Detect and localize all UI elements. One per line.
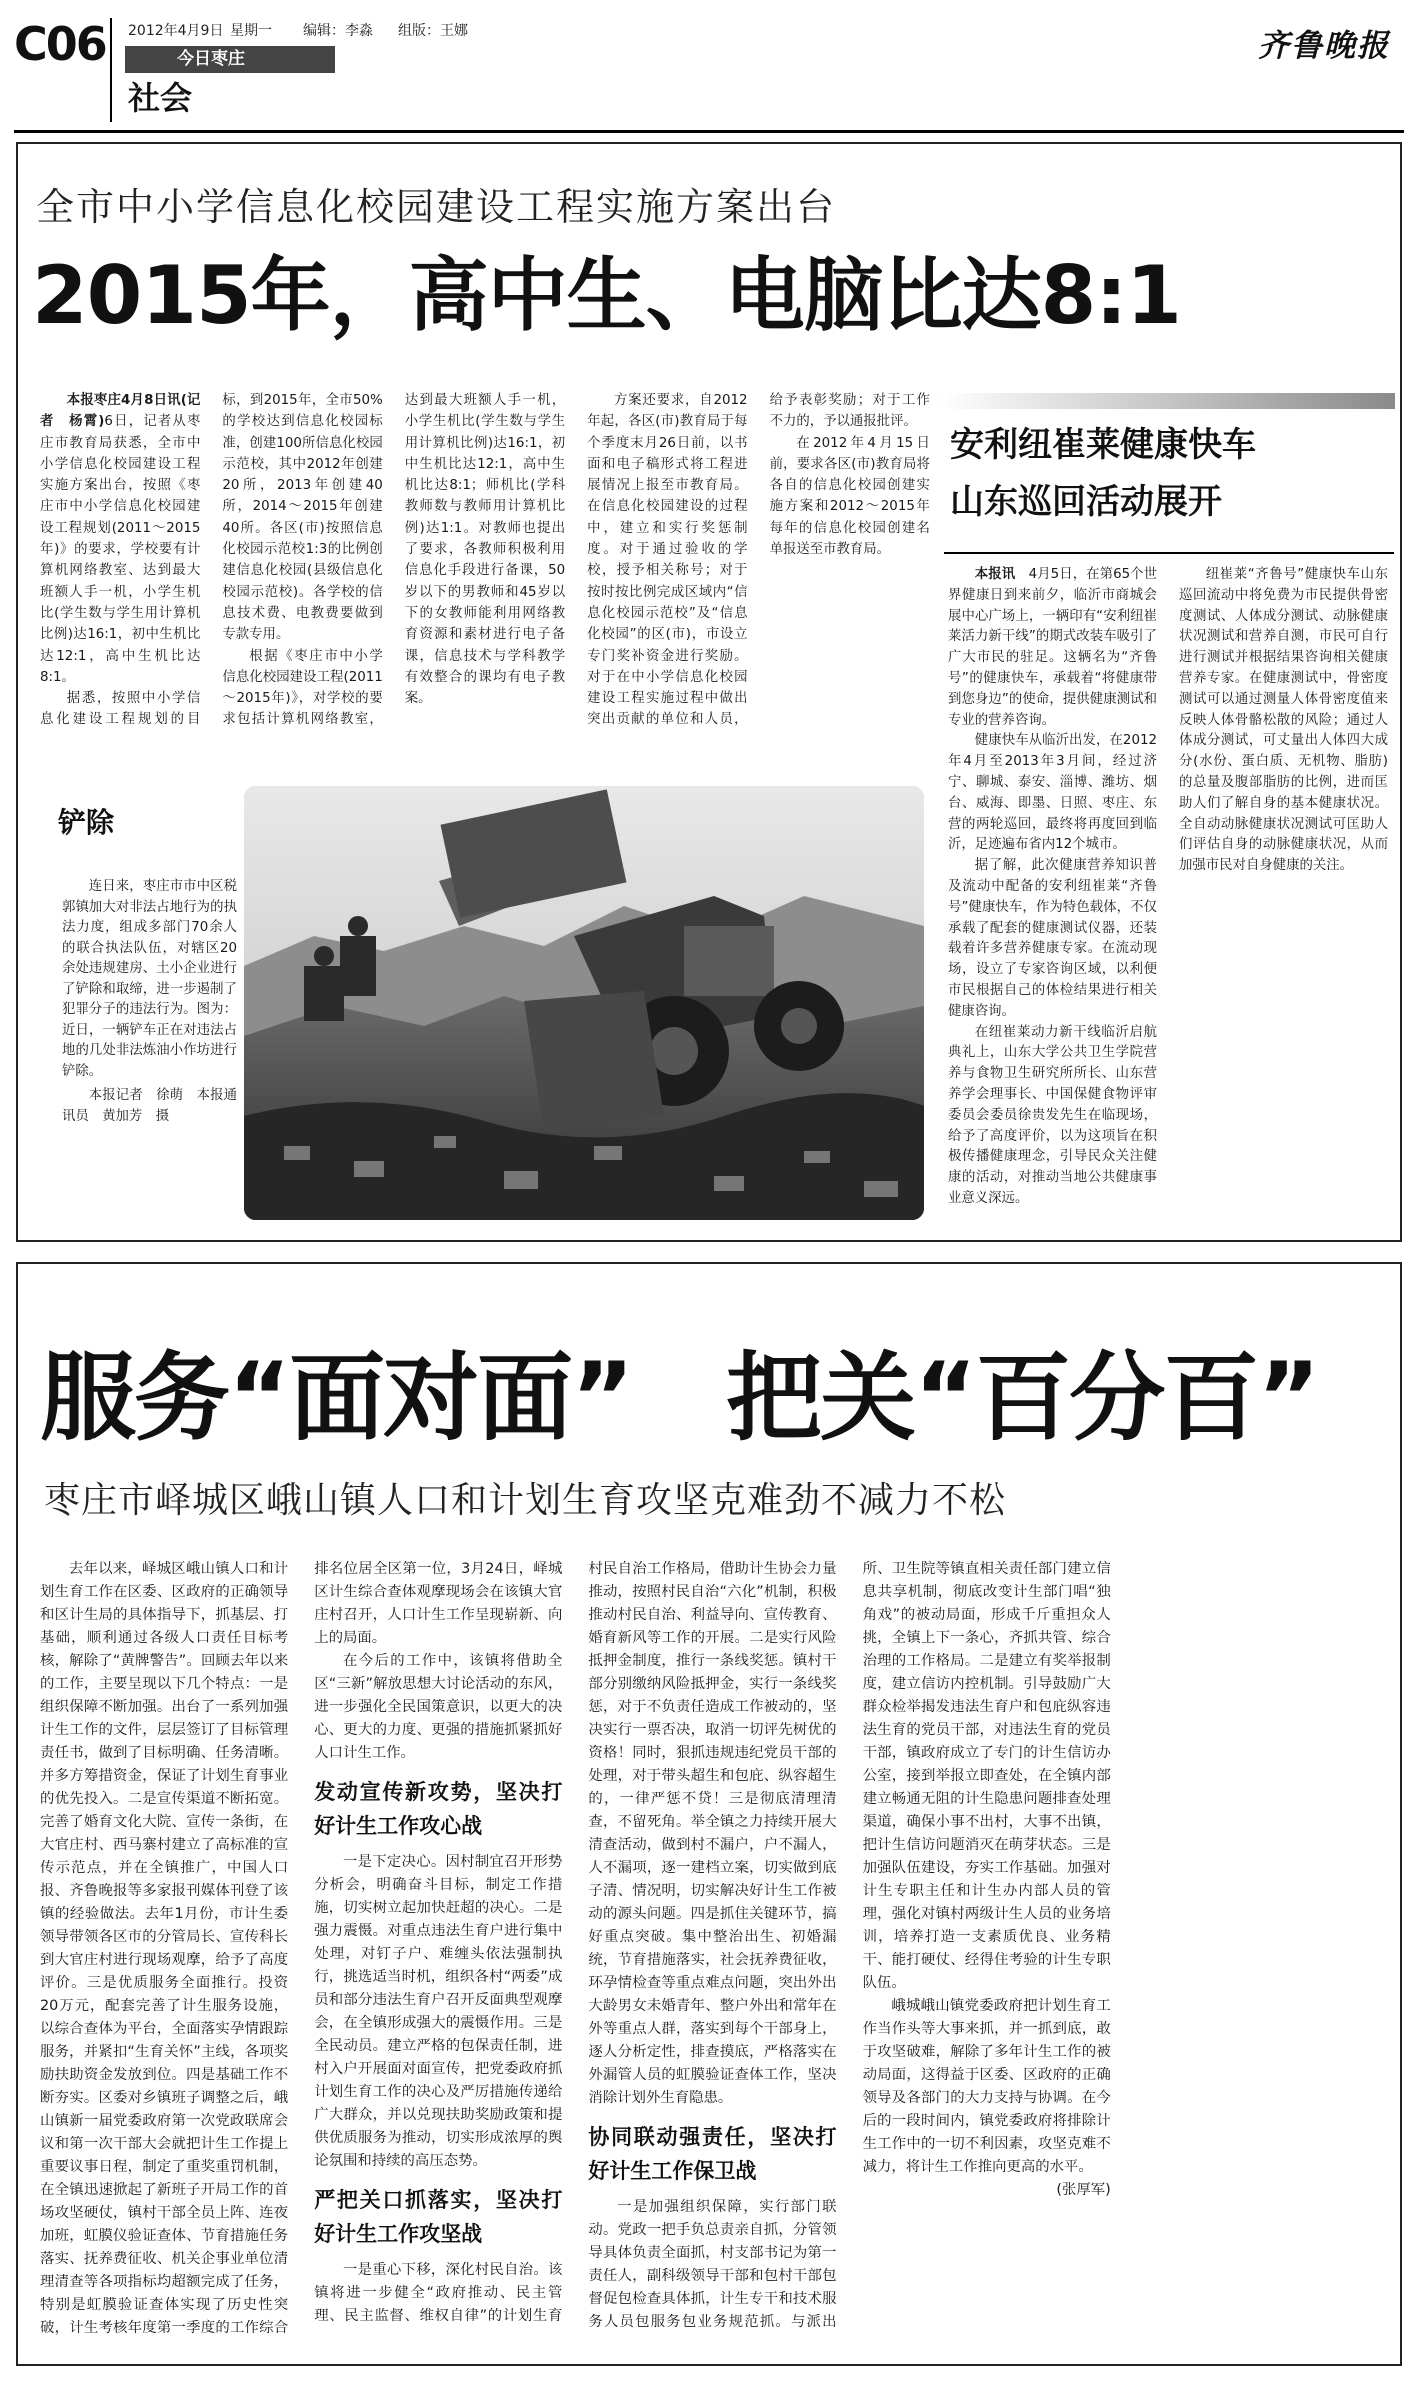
- article3-paragraph: 一是下定决心。因村制宜召开形势分析会，明确奋斗目标，制定工作措施，切实树立起加快赶超的决心。二是强力震慑。对重点违法生育户进行集中处理，对钉子户、难缠头依法强制执行，挑选适当时机，组织各村“两委”成员和部分违法生育户召开反面典型观摩会，在全镇形成强大的震慑作用。三是全民动员。建立严格的包保责任制，进村入户开展面对面宣传，把党委政府抓计划生育工作的决心及严厉措施传递给广大群众，并以兑现扶助奖励政策和提供优质服务为推动，切实形成浓厚的舆论氛围和持续的高压态势。: [314, 1854, 563, 2169]
- article2-byline: 本报讯: [974, 567, 1016, 582]
- article1-paragraph: 在2012年4月15日前，要求各区(市)教育局将各自的信息化校园创建实施方案和2012～2015年每年的信息化校园创建名单报送至市教育局。: [769, 435, 930, 558]
- article2-byline-paragraph: [948, 565, 1157, 731]
- article1-kicker: 全市中小学信息化校园建设工程实施方案出台: [36, 185, 837, 229]
- header-vrule: [110, 18, 112, 122]
- article2-paragraph: 纽崔莱“齐鲁号”健康快车山东巡回流动中将免费为市民提供骨密度测试、人体成分测试、动脉健康状况测试和营养自测，市民可自行进行测试并根据结果咨询相关健康营养专家。在健康测试中，骨密度测试可以通过测量人体骨密度值来反映人体骨骼松散的风险；通过人体成分测试，可丈量出人体四大成分(水份、蛋白质、无机物、脂肪)的总量及腹部脂肪的比例，进而匡助人们了解自身的基本健康状况。全自动动脉健康状况测试可匡助人们评估自身的动脉健康状况，从而加强市民对自身健康的关注。: [1179, 567, 1388, 874]
- header-date: 2012年4月9日: [128, 23, 224, 39]
- header-rule: [14, 130, 1404, 133]
- article1-paragraph: 根据《枣庄市中小学信息化校园建设工程(2011～2015年)》，对学校的要求包括计算机网络教室，达到最大班额人手一机，小学生机比(学生数与学生用计算机比例)达16:1，初中生机比达12:1，高中生机比达8:1；师机比(学科教师数与教师用计算机比例)达1:1。对教师也提出了要求，各教师积极利用信息化手段进行备课，50岁以下的男教师和45岁以下的女教师能利用网络教育资源和素材进行电子备课，信息技术与学科教学有效整合的课均有电子教案。: [222, 393, 566, 728]
- article2-paragraph: 据了解，此次健康营养知识普及流动中配备的安利纽崔莱“齐鲁号”健康快车，作为特色载体，不仅承载了配套的健康测试仪器，还装载着许多营养健康专家。在流动现场，设立了专家咨询区域，以利便市民根据自己的体检结果进行相关健康咨询。: [948, 858, 1157, 1019]
- article1-paragraph: 据悉，按照中小学信息化建设工程规划的目标，到2015年，全市50%的学校达到信息化校园标准，创建100所信息化校园示范校，其中2012年创建20所，2013年创建40所，2014～2015年创建40所。各区(市)按照信息化校园示范校1:3的比例创建信息化校园(县级信息化校园示范校)。各学校的信息技术费、电教费要做到专款专用。: [40, 393, 383, 728]
- article2-divider: [944, 552, 1394, 554]
- excavator-scene-image: [244, 786, 924, 1220]
- article3-paragraph: 峨城峨山镇党委政府把计划生育工作当作头等大事来抓，并一抓到底，敢于攻坚破难，解除了多年计生工作的被动局面，这得益于区委、区政府的正确领导及各部门的大力支持与协调。在今后的一段时间内，镇党委政府将排除计生工作中的一切不利因素，攻坚克难不减力，将计生工作推向更高的水平。: [862, 1998, 1111, 2175]
- article2-header-bar: [940, 393, 1395, 409]
- header-weekday: 星期一: [230, 23, 272, 39]
- article3-author: (张厚军): [1056, 2182, 1111, 2198]
- article3-paragraph: 一是加强组织保障，实行部门联动。党政一把手负总责亲自抓，分管领导具体负责全面抓，村支部书记为第一责任人，副科级领导干部和包村干部包督促包检查具体抓，计生专干和技术服务人员包服务包业务规范抓。与派出所、卫生院等镇直相关责任部门建立信息共享机制，彻底改变计生部门唱“独角戏”的被动局面，形成千斤重担众人挑，全镇上下一条心，齐抓共管、综合治理的工作格局。二是建立有奖举报制度，建立信访内控机制。引导鼓励广大群众检举揭发违法生育户和包庇纵容违法生育的党员干部，对违法生育的党员干部，镇政府成立了专门的计生信访办公室，接到举报立即查处，在全镇内部建立畅通无阻的计生隐患问题排查处理渠道，确保小事不出村，大事不出镇，把计生信访问题消灭在萌芽状态。三是加强队伍建设，夯实工作基础。加强对计生专职主任和计生办内部人员的管理，强化对镇村两级计生人员的业务培训，培养打造一支素质优良、业务精干、能打硬仗、经得住考验的计生专职队伍。: [588, 1561, 1111, 2330]
- masthead-logo: 齐鲁晚报: [1258, 28, 1390, 64]
- section-title: 社会: [128, 79, 193, 117]
- news-photo: [244, 786, 924, 1220]
- article2-headline-2: 山东巡回活动展开: [950, 482, 1222, 522]
- article3-section-heading: 发动宣传新攻势，坚决打好计生工作攻心战: [314, 1780, 563, 1838]
- article1-byline: 本报枣庄4月8日讯(记者 杨霄): [40, 393, 201, 430]
- article1-paragraph: 6日，记者从枣庄市教育局获悉，全市中小学信息化校园建设工程实施方案出台，按照《枣庄市中小学信息化校园建设工程规划(2011～2015年)》的要求，学校要有计算机网络教室、达到最大班额人手一机，小学生机比(学生数与学生用计算机比例)达16:1，初中生机比达12:1，高中生机比达8:1。: [40, 414, 201, 685]
- article3-section-heading: 协同联动强责任，坚决打好计生工作保卫战: [588, 2125, 837, 2183]
- header-editor: 编辑：李淼: [303, 23, 373, 39]
- section-tag: 今日枣庄: [125, 46, 335, 73]
- article2-paragraph: 在纽崔莱动力新干线临沂启航典礼上，山东大学公共卫生学院营养与食物卫生研究所所长、山东营养学会理事长、中国保健食物评审委员会委员徐贵发先生在临现场，给予了高度评价，以为这项旨在积极传播健康理念，引导民众关注健康的活动，对推动当地公共健康事业意义深远。: [948, 1024, 1157, 1206]
- photo-credit: 本报记者 徐萌 本报通讯员 黄加芳 摄: [62, 1088, 237, 1124]
- photo-caption: [62, 877, 237, 1227]
- article2-body: [948, 565, 1388, 1233]
- article2-paragraph: 4月5日，在第65个世界健康日到来前夕，临沂市商城会展中心广场上，一辆印有“安利纽崔莱活力新干线”的期式改装车吸引了广大市民的驻足。这辆名为“齐鲁号”的健康快车，承载着“将健康带到您身边”的使命，提供健康测试和专业的营养咨询。: [948, 567, 1158, 728]
- article1-byline-paragraph: [40, 390, 200, 688]
- article3-headline: 服务“面对面” 把关“百分百”: [40, 1342, 1319, 1454]
- article1-headline: 2015年，高中生、电脑比达8:1: [32, 249, 1181, 342]
- article3-section-heading: 严把关口抓落实，坚决打好计生工作攻坚战: [314, 2188, 563, 2246]
- photo-label: 铲除: [58, 806, 115, 839]
- article3-paragraph: 在今后的工作中，该镇将借助全区“三新”解放思想大讨论活动的东风，进一步强化全民国策意识，以更大的决心、更大的力度、更强的措施抓紧抓好人口计生工作。: [314, 1653, 563, 1761]
- article3-paragraph: 一是重心下移，深化村民自治。该镇将进一步健全“政府推动、民主管理、民主监督、维权自律”的计划生育村民自治工作格局，借助计生协会力量推动，按照村民自治“六化”机制，积极推动村民自治、利益导向、宣传教育、婚育新风等工作的开展。二是实行风险抵押金制度，推行一条线奖惩。镇村干部分别缴纳风险抵押金，实行一条线奖惩，对于不负责任造成工作被动的，坚决实行一票否决，取消一切评先树优的资格！同时，狠抓违规违纪党员干部的处理，对于带头超生和包庇、纵容超生的，一律严惩不贷！三是彻底清理清查，不留死角。举全镇之力持续开展大清查活动，做到村不漏户，户不漏人，人不漏项，逐一建档立案，切实做到底子清、情况明，切实解决好计生工作被动的源头问题。四是抓住关键环节，搞好重点突破。集中整治出生、初婚漏统，节育措施落实，社会抚养费征收，环孕情检查等重点难点问题，突出外出大龄男女未婚青年、整户外出和常年在外等重点人群，落实到每个干部身上，逐人分析定性，排查摸底，严格落实在外漏管人员的虹膜验证查体工作，坚决消除计划外生育隐患。: [314, 1561, 837, 2324]
- article3-subhead: 枣庄市峄城区峨山镇人口和计划生育攻坚克难劲不减力不松: [44, 1480, 1007, 1521]
- article1-paragraph: 方案还要求，自2012年起，各区(市)教育局于每个季度末月26日前，以书面和电子稿形式将工程进展情况上报至市教育局。在信息化校园建设的过程中，建立和实行奖惩制度。对于通过验收的学校，授予相关称号；对于按时按比例完成区域内“信息化校园示范校”及“信息化校园”的区(市)，市设立专门奖补资金进行奖励。对于在中小学信息化校园建设工程实施过程中做出突出贡献的单位和人员，给予表彰奖励；对于工作不力的，予以通报批评。: [587, 393, 930, 728]
- article2-paragraph: 健康快车从临沂出发，在2012年4月至2013年3月间，经过济宁、聊城、泰安、淄博、潍坊、烟台、威海、即墨、日照、枣庄、东营的两轮巡回，最终将再度回到临沂，足迹遍布省内12个城市。: [948, 733, 1157, 853]
- article2-headline-1: 安利纽崔莱健康快车: [950, 425, 1256, 465]
- article1-body: [40, 390, 930, 752]
- photo-caption-text: 连日来，枣庄市市中区税郭镇加大对非法占地行为的执法力度，组成多部门70余人的联合执法队伍，对辖区20余处违规建房、土小企业进行了铲除和取缔，进一步遏制了犯罪分子的违法行为。图为：近日，一辆铲车正在对违法占地的几处非法炼油小作坊进行铲除。: [62, 879, 237, 1079]
- page-header: [0, 0, 1417, 135]
- article3-paragraph: 去年以来，峄城区峨山镇人口和计划生育工作在区委、区政府的正确领导和区计生局的具体指导下，抓基层、打基础，顺利通过各级人口责任目标考核，解除了“黄牌警告”。回顾去年以来的工作，主要呈现以下几个特点：一是组织保障不断加强。出台了一系列加强计生工作的文件，层层签订了目标管理责任书，做到了目标明确、任务清晰。并多方筹措资金，保证了计划生育事业的优先投入。二是宣传渠道不断拓宽。完善了婚育文化大院、宣传一条街，在大官庄村、西马寨村建立了高标准的宣传示范点，并在全镇推广，中国人口报、齐鲁晚报等多家报刊媒体刊登了该镇的经验做法。去年1月份，市计生委领导带领各区市的分管局长、宣传科长到大官庄村进行现场观摩，给予了高度评价。三是优质服务全面推行。投资20万元，配套完善了计生服务设施，以综合查体为平台，全面落实孕情跟踪服务，并紧扣“生育关怀”主线，各项奖励扶助资金发放到位。四是基础工作不断夯实。区委对乡镇班子调整之后，峨山镇新一届党委政府第一次党政联席会议和第一次干部大会就把计生工作提上重要议事日程，制定了重奖重罚机制，在全镇迅速掀起了新班子开局工作的首场攻坚硬仗，镇村干部全员上阵、连夜加班，虹膜仪验证查体、节育措施任务落实、抚养费征收、机关企事业单位清理清查等各项指标均超额完成了任务，特别是虹膜验证查体实现了历史性突破，计生考核年度第一季度的工作综合排名位居全区第一位，3月24日，峄城区计生综合查体观摩现场会在该镇大官庄村召开，人口计生工作呈现崭新、向上的局面。: [40, 1561, 563, 2336]
- header-layout: 组版：王娜: [398, 23, 468, 39]
- article3-body: [40, 1558, 1385, 2348]
- page-number: C06: [14, 17, 106, 71]
